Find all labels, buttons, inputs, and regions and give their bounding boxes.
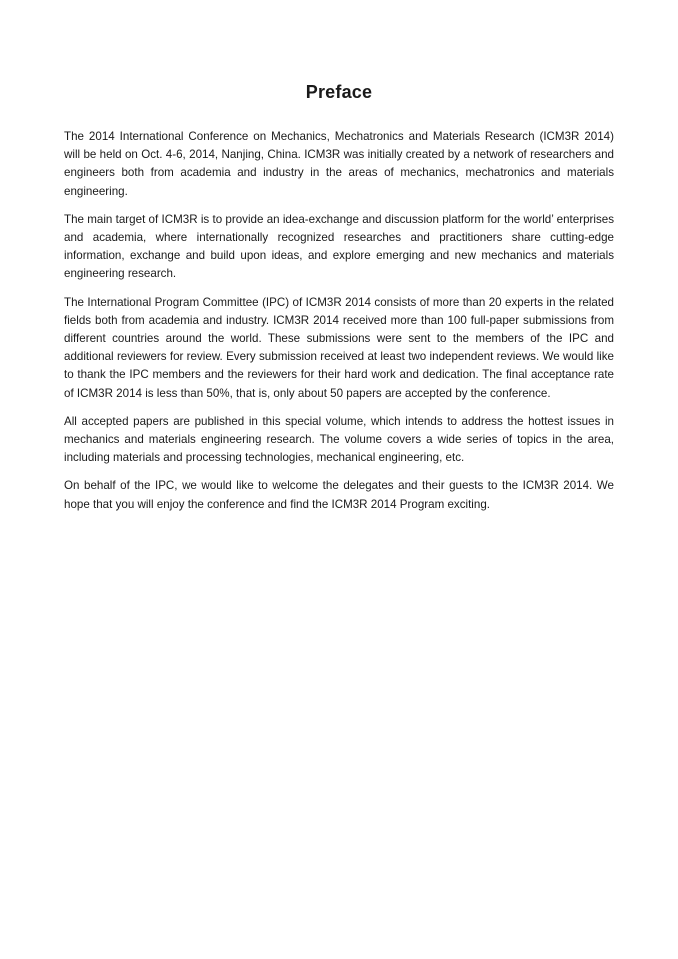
paragraph-program-committee: The International Program Committee (IPC) of ICM3R 2014 consists of more than 20 experts in the related fields both from academia and industry. ICM3R 2014 received more than 100 full-paper submissions from different countries around the world. These submissions were sent to the members of the IPC and additional reviewers for review. Every submission received at least two independent reviews. We would like to thank the IPC members and the reviewers for their hard work and dedication. The final acceptance rate of ICM3R 2014 is less than 50%, that is, only about 50 papers are accepted by the conference. — [64, 295, 614, 400]
page-title: Preface — [305, 82, 373, 102]
paragraph-welcome: On behalf of the IPC, we would like to welcome the delegates and their guests to the ICM3R 2014. We hope that you will enjoy the conference and find the ICM3R 2014 Program exciting. — [64, 479, 614, 511]
paragraph-main-target: The main target of ICM3R is to provide an idea-exchange and discussion platform for the world’ enterprises and academia, where internationally recognized researches and practitioners share cutting-edge information, exchange and build upon ideas, and explore emerging and new mechanics and materials engineering research. — [64, 212, 614, 281]
paragraph-conference-intro: The 2014 International Conference on Mechanics, Mechatronics and Materials Research (ICM3R 2014) will be held on Oct. 4-6, 2014, Nanjing, China. ICM3R was initially created by a network of researchers and engineers both from academia and industry in the areas of mechanics, mechatronics and materials engineering. — [64, 130, 614, 198]
paragraph-accepted-papers: All accepted papers are published in this special volume, which intends to address the hottest issues in mechanics and materials engineering research. The volume covers a wide series of topics in the area, including materials and processing technologies, mechanical engineering, etc. — [64, 414, 614, 465]
preface-body — [64, 128, 614, 524]
